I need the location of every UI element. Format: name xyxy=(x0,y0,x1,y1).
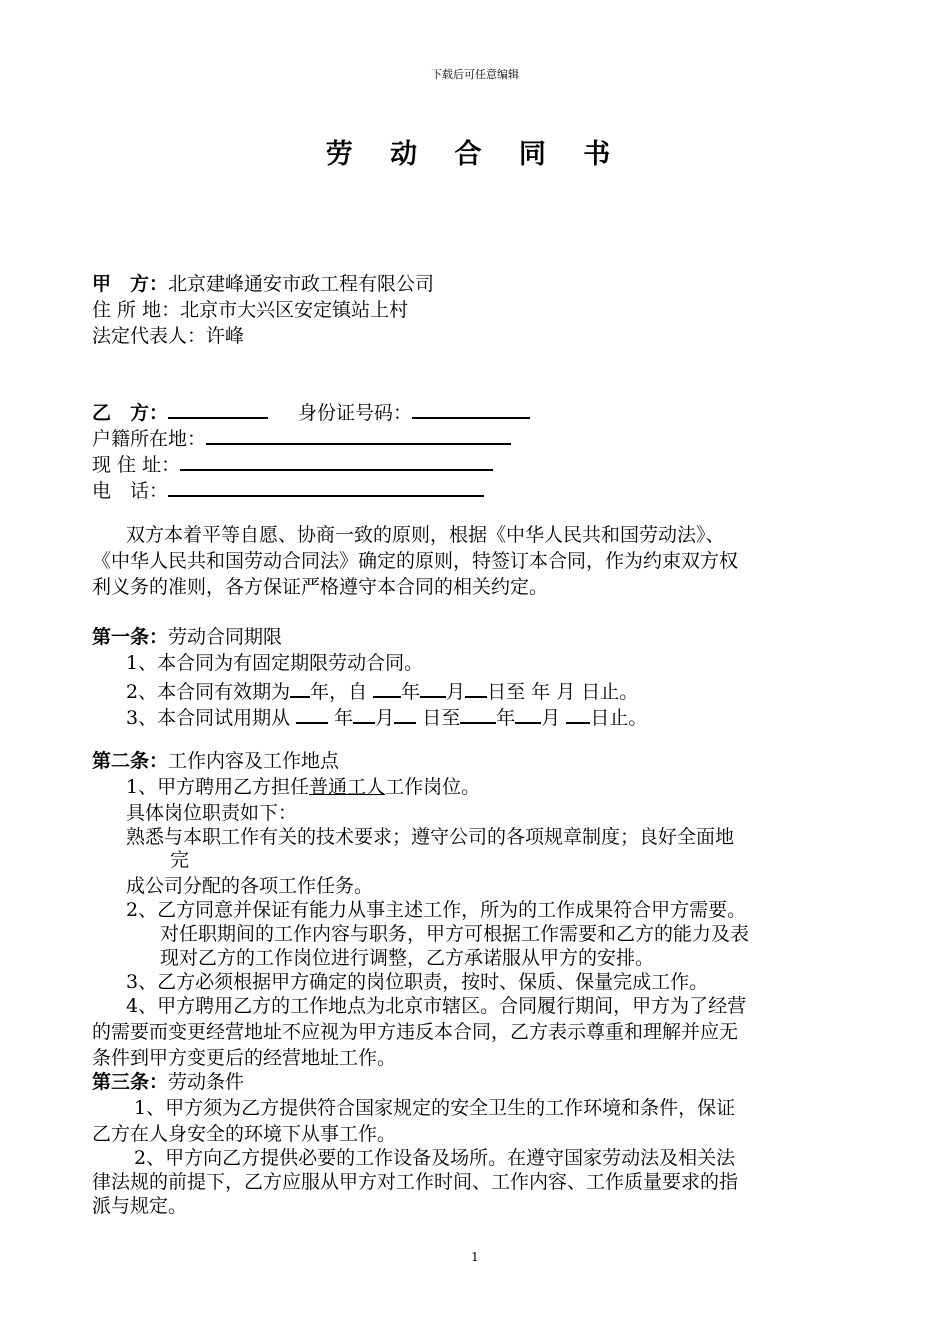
trial-end-year-blank[interactable] xyxy=(460,703,496,724)
article-2-item-1 xyxy=(126,775,480,800)
trial-start-year-blank[interactable] xyxy=(296,703,328,724)
article-1-item-1: 1、本合同为有固定期限劳动合同。 xyxy=(126,652,424,674)
preamble-line-2: 《中华人民共和国劳动合同法》确定的原则，特签订本合同，作为约束双方权 xyxy=(92,550,739,572)
trial-start-month-blank[interactable] xyxy=(353,703,375,724)
party-a-address-line xyxy=(92,298,408,323)
article-2-heading xyxy=(92,749,339,774)
text-segment: 工作岗位。 xyxy=(385,776,481,798)
article-1-title: 劳动合同期限 xyxy=(168,626,283,648)
trial-end-month-blank[interactable] xyxy=(515,703,541,724)
party-b-phone-blank[interactable] xyxy=(168,476,484,497)
text-segment: 年 xyxy=(328,707,354,729)
text-segment: 3、本合同试用期从 xyxy=(126,707,297,729)
party-b-hukou-line xyxy=(92,424,511,449)
article-2-title: 工作内容及工作地点 xyxy=(168,750,340,772)
text-segment: 日至 年 月 日止。 xyxy=(487,681,639,703)
text-segment: 年 xyxy=(401,681,421,703)
article-3-heading xyxy=(92,1070,244,1095)
text-segment: 年，自 xyxy=(310,681,374,703)
duties-line-2: 完 xyxy=(170,849,190,871)
party-b-name-line xyxy=(92,398,530,423)
article-2-item-3: 3、乙方必须根据甲方确定的岗位职责，按时、保质、保量完成工作。 xyxy=(126,971,709,993)
header-note: 下载后可任意编辑 xyxy=(431,68,519,81)
article-1-item-2 xyxy=(126,677,638,702)
party-a-rep: 许峰 xyxy=(206,325,245,347)
party-b-label: 乙 方： xyxy=(92,402,169,424)
party-b-phone-label: 电 话： xyxy=(92,480,169,502)
article-2-item-2-line-1: 2、乙方同意并保证有能力从事主述工作，所为的工作成果符合甲方需要。 xyxy=(126,899,747,921)
article-3-item-1-line-2: 乙方在人身安全的环境下从事工作。 xyxy=(92,1123,397,1145)
article-1-item-3 xyxy=(126,703,647,728)
article-1-label: 第一条： xyxy=(92,626,169,648)
start-month-blank[interactable] xyxy=(420,677,446,698)
article-2-item-4-line-1: 4、甲方聘用乙方的工作地点为北京市辖区。合同履行期间，甲方为了经营 xyxy=(126,995,747,1017)
duties-line-3: 成公司分配的各项工作任务。 xyxy=(126,875,374,897)
trial-end-day-blank[interactable] xyxy=(566,703,590,724)
text-segment: 日止。 xyxy=(590,707,648,729)
article-2-item-2-line-2: 对任职期间的工作内容与职务，甲方可根据工作需要和乙方的能力及表 xyxy=(160,923,750,945)
start-day-blank[interactable] xyxy=(465,677,487,698)
text-segment: 1、甲方聘用乙方担任 xyxy=(126,776,310,798)
article-2-item-2-line-3: 现对乙方的工作岗位进行调整，乙方承诺服从甲方的安排。 xyxy=(160,947,655,969)
years-blank[interactable] xyxy=(290,677,310,698)
article-3-title: 劳动条件 xyxy=(168,1071,245,1093)
text-segment: 日至 xyxy=(416,707,461,729)
text-segment: 月 xyxy=(541,707,567,729)
article-3-item-2-line-1: 2、甲方向乙方提供必要的工作设备及场所。在遵守国家劳动法及相关法 xyxy=(134,1147,736,1169)
party-a-address-label: 住 所 地： xyxy=(92,299,181,321)
text-segment: 2、本合同有效期为 xyxy=(126,681,291,703)
article-3-label: 第三条： xyxy=(92,1071,169,1093)
page-number: 1 xyxy=(471,1250,479,1264)
trial-start-day-blank[interactable] xyxy=(394,703,416,724)
party-a-rep-label: 法定代表人： xyxy=(92,325,207,347)
party-a-name: 北京建峰通安市政工程有限公司 xyxy=(168,273,435,295)
party-b-hukou-label: 户籍所在地： xyxy=(92,428,207,450)
party-a-label: 甲 方： xyxy=(92,273,169,295)
party-b-id-label: 身份证号码： xyxy=(298,402,413,424)
position-name: 普通工人 xyxy=(309,776,386,798)
article-2-label: 第二条： xyxy=(92,750,169,772)
party-a-name-line xyxy=(92,272,434,297)
party-b-id-blank[interactable] xyxy=(412,398,530,419)
party-b-residence-blank[interactable] xyxy=(180,450,493,471)
party-a-address: 北京市大兴区安定镇站上村 xyxy=(180,299,409,321)
duties-line-1: 熟悉与本职工作有关的技术要求；遵守公司的各项规章制度；良好全面地 xyxy=(126,826,735,848)
preamble-line-1: 双方本着平等自愿、协商一致的原则，根据《中华人民共和国劳动法》、 xyxy=(126,524,725,546)
party-b-name-blank[interactable] xyxy=(168,398,268,419)
article-2-item-4-line-3: 条件到甲方变更后的经营地址工作。 xyxy=(92,1047,397,1069)
start-year-blank[interactable] xyxy=(373,677,401,698)
article-3-item-1-line-1: 1、甲方须为乙方提供符合国家规定的安全卫生的工作环境和条件，保证 xyxy=(134,1097,736,1119)
text-segment: 月 xyxy=(375,707,395,729)
document-title: 劳 动 合 同 书 xyxy=(325,139,625,170)
duties-label: 具体岗位职责如下： xyxy=(126,802,298,824)
party-a-rep-line xyxy=(92,324,244,349)
article-3-item-2-line-3: 派与规定。 xyxy=(92,1195,188,1217)
text-segment: 年 xyxy=(496,707,516,729)
text-segment: 月 xyxy=(446,681,466,703)
party-b-residence-line xyxy=(92,450,493,475)
party-b-phone-line xyxy=(92,476,484,501)
article-2-item-4-line-2: 的需要而变更经营地址不应视为甲方违反本合同，乙方表示尊重和理解并应无 xyxy=(92,1021,739,1043)
article-3-item-2-line-2: 律法规的前提下，乙方应服从甲方对工作时间、工作内容、工作质量要求的指 xyxy=(92,1171,739,1193)
article-1-heading xyxy=(92,625,282,650)
party-b-hukou-blank[interactable] xyxy=(206,424,511,445)
preamble-line-3: 利义务的准则，各方保证严格遵守本合同的相关约定。 xyxy=(92,576,549,598)
party-b-residence-label: 现 住 址： xyxy=(92,454,181,476)
